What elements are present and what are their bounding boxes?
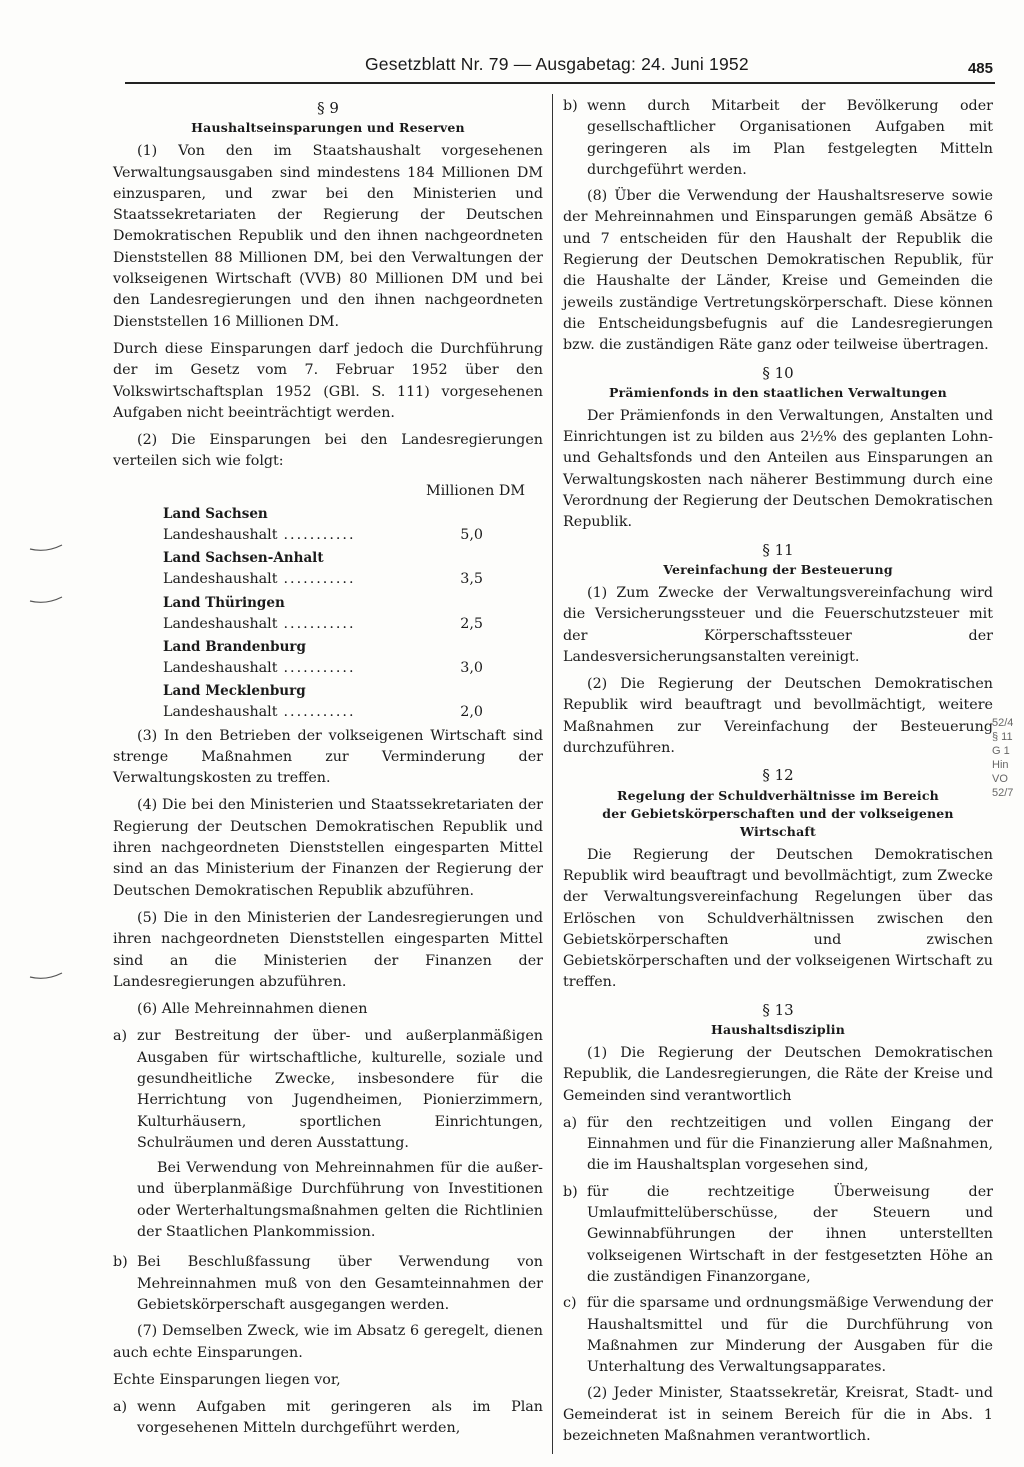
list-item-text: wenn Aufgaben mit geringeren als im Plan vorgesehenen Mitteln durchgeführt werden,	[137, 1399, 543, 1437]
paragraph-12: Die Regierung der Deutschen Demokratischen Republik wird beauftragt und bevollmächtigt, zum Zwecke der Verwaltungsvereinfachung Regelungen über das Erlöschen von Schuldverhältnissen zwischen den Gebietskörperschaften und zwischen Gebietskörperschaften und der volkseigenen Wirtschaft zu treffen.	[563, 846, 993, 991]
section-9-title: Haushaltseinsparungen und Reserven	[191, 120, 465, 136]
land-row	[163, 702, 483, 723]
section-12-title-line: Wirtschaft	[740, 823, 816, 839]
page-header	[125, 52, 995, 84]
edge-note-line: Hin	[992, 759, 1009, 771]
list-item-7a	[113, 1397, 543, 1440]
land-row	[163, 569, 483, 590]
land-row-label: Landeshaushalt	[163, 527, 278, 544]
margin-tick-mark	[28, 540, 64, 552]
land-row-label: Landeshaushalt	[163, 659, 278, 676]
land-entry	[113, 548, 543, 590]
land-entry	[113, 593, 543, 635]
paragraph-9-4: (4) Die bei den Ministerien und Staatssekretariaten der Regierung der Deutschen Demokratischen Republik und ihren nachgeordneten Dienststellen eingesparten Mittel sind an das Ministerium der Finanzen der Regierung der Deutschen Demokratischen Republik abzuführen.	[113, 797, 543, 899]
land-row-value: 3,5	[460, 571, 483, 588]
list-item-label: b)	[563, 98, 578, 114]
land-entry	[113, 681, 543, 723]
land-row-label: Landeshaushalt	[163, 615, 278, 632]
land-row-value: 5,0	[460, 527, 483, 544]
edge-note-line: 52/7	[992, 787, 1014, 799]
section-11-number: § 11	[762, 540, 794, 559]
leader-dots: ...........	[283, 704, 356, 721]
edge-marginal-note	[992, 716, 1022, 800]
edge-note-line: § 11	[992, 731, 1013, 743]
land-row-value: 3,0	[460, 659, 483, 676]
land-name: Land Mecklenburg	[163, 683, 306, 700]
list-item-text: für den rechtzeitigen und vollen Eingang der Einnahmen und für die Finanzierung aller Maßnahmen, die im Haushaltsplan vorgesehen sind,	[587, 1114, 993, 1174]
edge-note-line: 52/4	[992, 717, 1014, 729]
list-item-6b	[113, 1252, 543, 1316]
land-entry	[113, 504, 543, 546]
list-item-label: a)	[113, 1399, 128, 1416]
paragraph-9-3: (3) In den Betrieben der volkseigenen Wirtschaft sind strenge Maßnahmen zur Verminderung der Verwaltungskosten zu treffen.	[113, 727, 543, 787]
header-title: Gesetzblatt Nr. 79 — Ausgabetag: 24. Juni 1952	[365, 54, 749, 74]
section-10-number: § 10	[762, 363, 794, 382]
list-item-6a	[113, 1026, 543, 1247]
list-item-label: b)	[113, 1254, 128, 1271]
list-item-13a	[563, 1113, 993, 1177]
section-9-number: § 9	[317, 99, 339, 117]
paragraph-9-8: (8) Über die Verwendung der Haushaltsreserve sowie der Mehreinnahmen und Einsparungen gemäß Absätze 6 und 7 entscheiden für den Haushalt der Republik die Regierung der Deutschen Demokratischen Republik, für die Haushalte der Länder, Kreise und Gemeinden die jeweils zuständige Vertretungskörperschaft. Diese können die Entscheidungsbefugnis auf die Landesregierungen bzw. die zuständigen Räte ganz oder teilweise übertragen.	[563, 188, 993, 354]
margin-tick-mark	[28, 968, 64, 980]
paragraph-9-6: (6) Alle Mehreinnahmen dienen	[137, 1001, 368, 1018]
list-item-13c	[563, 1293, 993, 1378]
list-item-7b	[563, 96, 993, 181]
land-row	[163, 614, 483, 635]
leader-dots: ...........	[283, 571, 356, 588]
section-13-number: § 13	[762, 1000, 794, 1019]
land-name: Land Thüringen	[163, 594, 285, 611]
land-name: Land Sachsen	[163, 506, 268, 523]
list-item-13b	[563, 1182, 993, 1288]
land-row-label: Landeshaushalt	[163, 704, 278, 721]
paragraph-10: Der Prämienfonds in den Verwaltungen, Anstalten und Einrichtungen ist zu bilden aus 2½% des geplanten Lohn- und Gehaltsfonds und den Anteilen aus Einsparungen an Verwaltungskosten nach näherer Bestimmung durch eine Verordnung der Regierung der Deutschen Demokratischen Republik.	[563, 407, 993, 531]
list-item-text: Bei Beschlußfassung über Verwendung von Mehreinnahmen muß von den Gesamteinnahmen der Gebietskörperschaft ausgegangen werden.	[137, 1254, 543, 1313]
section-11-title: Vereinfachung der Besteuerung	[663, 561, 893, 577]
paragraph-9-1: (1) Von den im Staatshaushalt vorgesehenen Verwaltungsausgaben sind mindestens 184 Millionen DM einzusparen, und zwar bei den Ministerien und Staatssekretariaten der Regierung der Deutschen Demokratischen Republik und den ihnen nachgeordneten Dienststellen 88 Millionen DM, bei den Verwaltungen der volkseigenen Wirtschaft (VVB) 80 Millionen DM und bei den Landesregierungen und den ihnen nachgeordneten Dienststellen 16 Millionen DM.	[113, 143, 543, 330]
list-item-text: für die rechtzeitige Überweisung der Umlaufmittelüberschüsse, der Steuern und Gewinnabführungen der ihnen unterstellten volkseigenen Wirtschaft in der festgesetzten Höhe an die zuständigen Finanzorgane,	[587, 1183, 993, 1285]
paragraph-9-1b: Durch diese Einsparungen darf jedoch die Durchführung der im Gesetz vom 7. Februar 1952 über den Volkswirtschaftsplan 1952 (GBl. S. 111) vorgesehenen Aufgaben nicht beeinträchtigt werden.	[113, 340, 543, 421]
paragraph-13-2: (2) Jeder Minister, Staatssekretär, Kreisrat, Stadt- und Gemeinderat ist in seinem Bereich für die in Abs. 1 bezeichneten Maßnahmen verantwortlich.	[563, 1385, 993, 1445]
list-item-text: Bei Verwendung von Mehreinnahmen für die außer- und überplanmäßige Durchführung von Investitionen oder Werterhaltungsmaßnahmen gelten die Richtlinien der Staatlichen Plankommission.	[137, 1160, 543, 1241]
land-row	[163, 658, 483, 679]
table-header: Millionen DM	[425, 482, 525, 499]
paragraph-13-1: (1) Die Regierung der Deutschen Demokratischen Republik, die Landesregierungen, die Räte der Kreise und Gemeinden sind verantwortlich	[563, 1044, 993, 1104]
edge-note-line: G 1	[992, 745, 1010, 757]
leader-dots: ...........	[283, 659, 356, 676]
right-column	[563, 96, 993, 1453]
land-entry	[113, 637, 543, 679]
paragraph-9-7b: Echte Einsparungen liegen vor,	[113, 1371, 341, 1388]
paragraph-9-7: (7) Demselben Zweck, wie im Absatz 6 geregelt, dienen auch echte Einsparungen.	[113, 1323, 543, 1361]
list-item-text: zur Bestreitung der über- und außerplanmäßigen Ausgaben für wirtschaftliche, kulturelle, soziale und gesundheitliche Zwecke, insbesondere für die Herrichtung von Jugendheimen, Pionierzimmern, Kulturhäusern, sportlichen Einrichtungen, Schulräumen und deren Ausstattung.	[137, 1028, 543, 1151]
list-item-label: b)	[563, 1183, 578, 1200]
section-12-title-line: der Gebietskörperschaften und der volkseigenen	[602, 805, 954, 821]
column-divider	[552, 94, 553, 1454]
section-12-title-line: Regelung der Schuldverhältnisse im Bereich	[617, 787, 939, 803]
list-item-text: wenn durch Mitarbeit der Bevölkerung oder gesellschaftlicher Organisationen Aufgaben mit geringeren als im Plan festgelegten Mitteln durchgeführt werden.	[587, 98, 993, 178]
land-row-value: 2,5	[460, 615, 483, 632]
land-row-label: Landeshaushalt	[163, 571, 278, 588]
land-row	[163, 525, 483, 546]
section-10-title: Prämienfonds in den staatlichen Verwaltungen	[609, 384, 947, 400]
land-name: Land Brandenburg	[163, 638, 306, 655]
paragraph-9-2: (2) Die Einsparungen bei den Landesregierungen verteilen sich wie folgt:	[113, 432, 543, 470]
page-number: 485	[967, 60, 993, 77]
section-13-title: Haushaltsdisziplin	[710, 1021, 846, 1037]
land-row-value: 2,0	[460, 704, 483, 721]
list-item-label: c)	[563, 1295, 577, 1312]
list-item-text: für die sparsame und ordnungsmäßige Verwendung der Haushaltsmittel und für die Durchführung von Maßnahmen zur Minderung der Ausgaben für die Unterhaltung des Verwaltungsapparates.	[587, 1295, 993, 1376]
paragraph-11-1: (1) Zum Zwecke der Verwaltungsvereinfachung wird die Versicherungssteuer und die Feuerschutzsteuer mit der Körperschaftssteuer der Landesversicherungsanstalten vereinigt.	[563, 584, 993, 665]
leader-dots: ...........	[283, 615, 356, 632]
margin-tick-mark	[28, 592, 64, 604]
leader-dots: ...........	[283, 527, 356, 544]
paragraph-9-5: (5) Die in den Ministerien der Landesregierungen und ihren nachgeordneten Dienststellen eingesparten Mittel sind an die Ministerien der Finanzen der Landesregierungen abzuführen.	[113, 909, 543, 990]
paragraph-11-2: (2) Die Regierung der Deutschen Demokratischen Republik wird beauftragt und bevollmächtigt, weitere Maßnahmen zur Vereinfachung der Besteuerung durchzuführen.	[563, 676, 993, 757]
left-column	[113, 96, 543, 1445]
land-name: Land Sachsen-Anhalt	[163, 550, 324, 567]
edge-note-line: VO	[992, 773, 1008, 785]
list-item-label: a)	[113, 1028, 128, 1045]
list-item-label: a)	[563, 1114, 578, 1131]
section-12-title	[563, 787, 993, 841]
section-12-number: § 12	[762, 766, 794, 785]
